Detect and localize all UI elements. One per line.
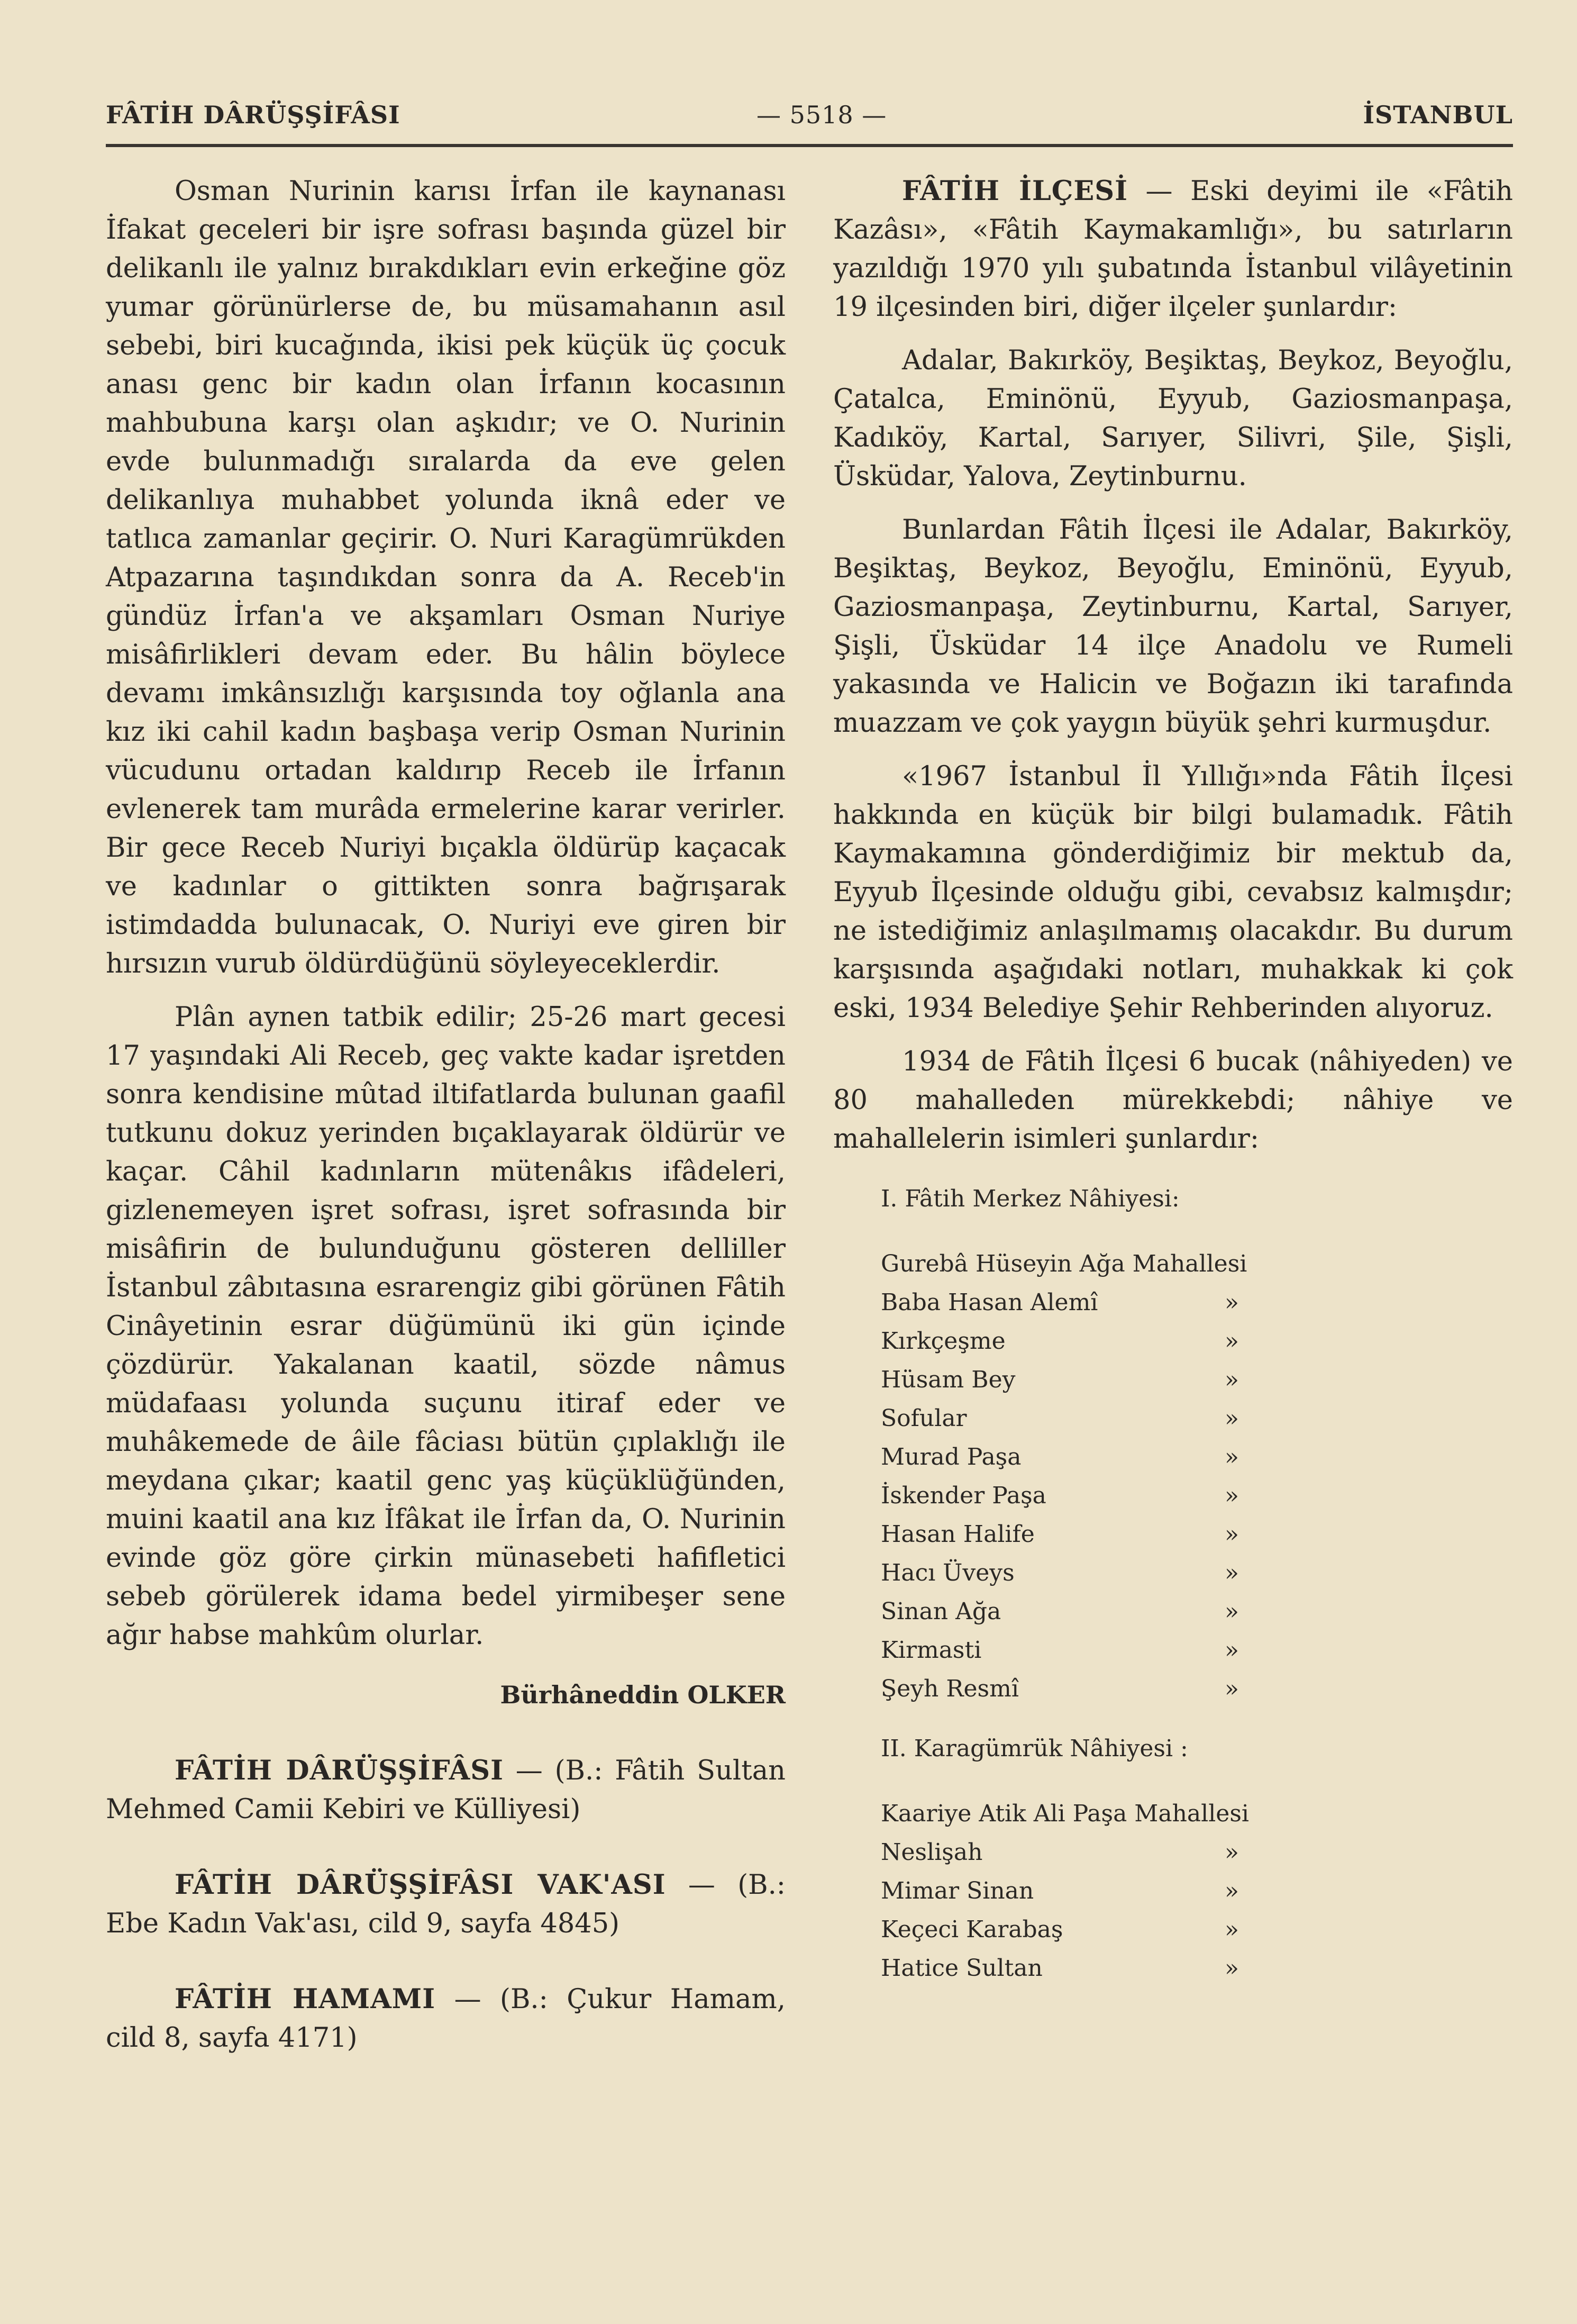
ditto-mark: » <box>1225 1637 1239 1664</box>
entry-title: FÂTİH DÂRÜŞŞİFÂSI VAK'ASI <box>175 1869 666 1901</box>
entry-title: FÂTİH HAMAMI <box>175 1983 436 2015</box>
entry-darussifasi <box>106 1751 786 1829</box>
nahiye-title-2: II. Karagümrük Nâhiyesi : <box>881 1735 1188 1762</box>
header-right-title: İSTANBUL <box>1363 101 1513 129</box>
mahalle-name: Hüsam Bey <box>881 1366 1016 1393</box>
list-item <box>881 1872 1513 1910</box>
nahiye-title-1: I. Fâtih Merkez Nâhiyesi: <box>881 1185 1180 1212</box>
mahalle-list-2 <box>881 1794 1513 1987</box>
list-item <box>881 1592 1513 1631</box>
mahalle-name: Sinan Ağa <box>881 1598 1001 1625</box>
ditto-mark: » <box>1225 1839 1239 1866</box>
entry-title: FÂTİH DÂRÜŞŞİFÂSI <box>175 1755 504 1786</box>
mahalle-name: Kirmasti <box>881 1637 982 1664</box>
ditto-mark: » <box>1225 1877 1239 1904</box>
ditto-mark: » <box>1225 1405 1239 1432</box>
left-column <box>106 172 786 2057</box>
entry-intro: — Eski deyimi ile «Fâtih Kazâsı», «Fâtih Kaymakamlığı», bu satırların yazıldığı 1970 yılı şubatında İstanbul vilâyetinin 19 ilçesinden biri, diğer ilçeler şunlardır: <box>833 176 1513 323</box>
list-item <box>881 1360 1513 1399</box>
ditto-mark: » <box>1225 1444 1239 1470</box>
ditto-mark: » <box>1225 1559 1239 1586</box>
list-item <box>881 1283 1513 1322</box>
list-item <box>881 1949 1513 1987</box>
ditto-mark: » <box>1225 1482 1239 1509</box>
author-signature: Bürhâneddin OLKER <box>500 1681 786 1709</box>
list-item <box>881 1399 1513 1438</box>
list-item <box>881 1833 1513 1872</box>
ditto-mark: » <box>1225 1328 1239 1355</box>
entry-text: — (B.: Çukur Hamam, cild 8, sayfa 4171) <box>106 1984 786 2054</box>
entry-text: — (B.: Fâtih Sultan Mehmed Camii Kebiri ve Külliyesi) <box>106 1755 786 1825</box>
paragraph: Bunlardan Fâtih İlçesi ile Adalar, Bakırköy, Beşiktaş, Beykoz, Beyoğlu, Eminönü, Eyyub, Gaziosmanpaşa, Zeytinburnu, Kartal, Sarıyer, Şişli, Üsküdar 14 ilçe Anadolu ve Rumeli yakasında ve Halicin ve Boğazın iki tarafında muazzam ve çok yaygın büyük şehri kurmuşdur. <box>833 514 1513 739</box>
page-number: — 5518 — <box>756 101 887 129</box>
mahalle-name: İskender Paşa <box>881 1482 1046 1509</box>
paragraph: 1934 de Fâtih İlçesi 6 bucak (nâhiyeden) ve 80 mahalleden mürekkebdi; nâhiye ve mahallelerin isimleri şunlardır: <box>833 1046 1513 1155</box>
ditto-mark: » <box>1225 1955 1239 1982</box>
entry-fatih-ilcesi <box>833 172 1513 326</box>
entry-darussifasi-vakasi <box>106 1866 786 1943</box>
ditto-mark: » <box>1225 1366 1239 1393</box>
mahalle-name: Keçeci Karabaş <box>881 1916 1063 1943</box>
mahalle-name: Hacı Üveys <box>881 1559 1015 1586</box>
header-left-title: FÂTİH DÂRÜŞŞİFÂSI <box>106 101 400 129</box>
mahalle-name: Hatice Sultan <box>881 1955 1043 1982</box>
mahalle-name: Sofular <box>881 1405 967 1432</box>
header-rule <box>106 144 1513 147</box>
paragraph: Osman Nurinin karısı İrfan ile kaynanası İfakat geceleri bir işre sofrası başında güzel bir delikanlı ile yalnız bırakdıkları evin erkeğine göz yumar görünürlerse de, bu müsamahanın asıl sebebi, biri kucağında, ikisi pek küçük üç çocuk anası genc bir kadın olan İrfanın kocasının mahbubuna karşı olan aşkıdır; ve O. Nurinin evde bulunmadığı sıralarda da eve gelen delikanlıya muhabbet yolunda iknâ eder ve tatlıca zamanlar geçirir. O. Nuri Karagümrükden Atpazarına taşındıkdan sonra da A. Receb'in gündüz İrfan'a ve akşamları Osman Nuriye misâfirlikleri devam eder. Bu hâlin böylece devamı imkânsızlığı karşısında toy oğlanla ana kız iki cahil kadın başbaşa verip Osman Nurinin vücudunu ortadan kaldırıp Receb ile İrfanın evlenerek tam murâda ermelerine karar verirler. Bir gece Receb Nuriyi bıçakla öldürüp kaçacak ve kadınlar o gittikten sonra bağrışarak istimdadda bulunacak, O. Nuriyi eve giren bir hırsızın vurub öldürdüğünü söyleyeceklerdir. <box>106 176 786 979</box>
ditto-mark: » <box>1225 1598 1239 1625</box>
entry-text: — (B.: Ebe Kadın Vak'ası, cild 9, sayfa 4845) <box>106 1869 786 1939</box>
running-header <box>106 101 1513 148</box>
mahalle-name: Neslişah <box>881 1839 983 1866</box>
list-item <box>881 1322 1513 1360</box>
entry-fatih-hamami <box>106 1980 786 2057</box>
list-item <box>881 1438 1513 1476</box>
mahalle-list-1 <box>881 1245 1513 1708</box>
mahalle-name: Mimar Sinan <box>881 1877 1034 1904</box>
ditto-mark: » <box>1225 1521 1239 1548</box>
mahalle-name: Baba Hasan Alemî <box>881 1289 1098 1316</box>
paragraph: «1967 İstanbul İl Yıllığı»nda Fâtih İlçesi hakkında en küçük bir bilgi bulamadık. Fâtih Kaymakamına gönderdiğimiz bir mektub da, Eyyub İlçesinde olduğu gibi, cevabsız kalmışdır; ne istediğimiz anlaşılmamış olacakdır. Bu durum karşısında aşağıdaki notları, muhakkak ki çok eski, 1934 Belediye Şehir Rehberinden alıyoruz. <box>833 761 1513 1024</box>
right-column <box>833 172 1513 1987</box>
list-item <box>881 1631 1513 1669</box>
list-item <box>881 1515 1513 1554</box>
list-item <box>881 1476 1513 1515</box>
list-item <box>881 1554 1513 1592</box>
ditto-mark: » <box>1225 1916 1239 1943</box>
mahalle-name: Hasan Halife <box>881 1521 1035 1548</box>
list-item <box>881 1669 1513 1708</box>
list-item <box>881 1245 1513 1283</box>
list-item <box>881 1910 1513 1949</box>
paragraph: Plân aynen tatbik edilir; 25-26 mart gecesi 17 yaşındaki Ali Receb, geç vakte kadar işretden sonra kendisine mûtad iltifatlarda bulunan gaafil tutkunu dokuz yerinden bıçaklayarak öldürür ve kaçar. Câhil kadınların mütenâkıs ifâdeleri, gizlenemeyen işret sofrası, işret sofrasında bir misâfirin de bulunduğunu gösteren delliller İstanbul zâbıtasına esrarengiz gibi görünen Fâtih Cinâyetinin esrar düğümünü iki gün içinde çözdürür. Yakalanan kaatil, sözde nâmus müdafaası yolunda suçunu itiraf eder ve muhâkemede de âile fâciası bütün çıplaklığı ile meydana çıkar; kaatil genc yaş küçüklüğünden, muini kaatil ana kız İfâkat ile İrfan da, O. Nurinin evinde göz göre çirkin münasebeti hafifletici sebeb görülerek idama bedel yirmibeşer sene ağır habse mahkûm olurlar. <box>106 1002 786 1651</box>
entry-title: FÂTİH İLÇESİ <box>902 175 1128 207</box>
mahalle-name: Murad Paşa <box>881 1444 1022 1470</box>
ditto-mark: » <box>1225 1675 1239 1702</box>
mahalle-name: Kaariye Atik Ali Paşa Mahallesi <box>881 1800 1249 1827</box>
ditto-mark: » <box>1225 1289 1239 1316</box>
list-item <box>881 1794 1513 1833</box>
mahalle-name: Şeyh Resmî <box>881 1675 1019 1702</box>
district-list: Adalar, Bakırköy, Beşiktaş, Beykoz, Beyoğlu, Çatalca, Eminönü, Eyyub, Gaziosmanpaşa, Kadıköy, Kartal, Sarıyer, Silivri, Şile, Şişli, Üsküdar, Yalova, Zeytinburnu. <box>833 345 1513 492</box>
mahalle-name: Kırkçeşme <box>881 1328 1006 1355</box>
mahalle-name: Gurebâ Hüseyin Ağa Mahallesi <box>881 1250 1247 1277</box>
